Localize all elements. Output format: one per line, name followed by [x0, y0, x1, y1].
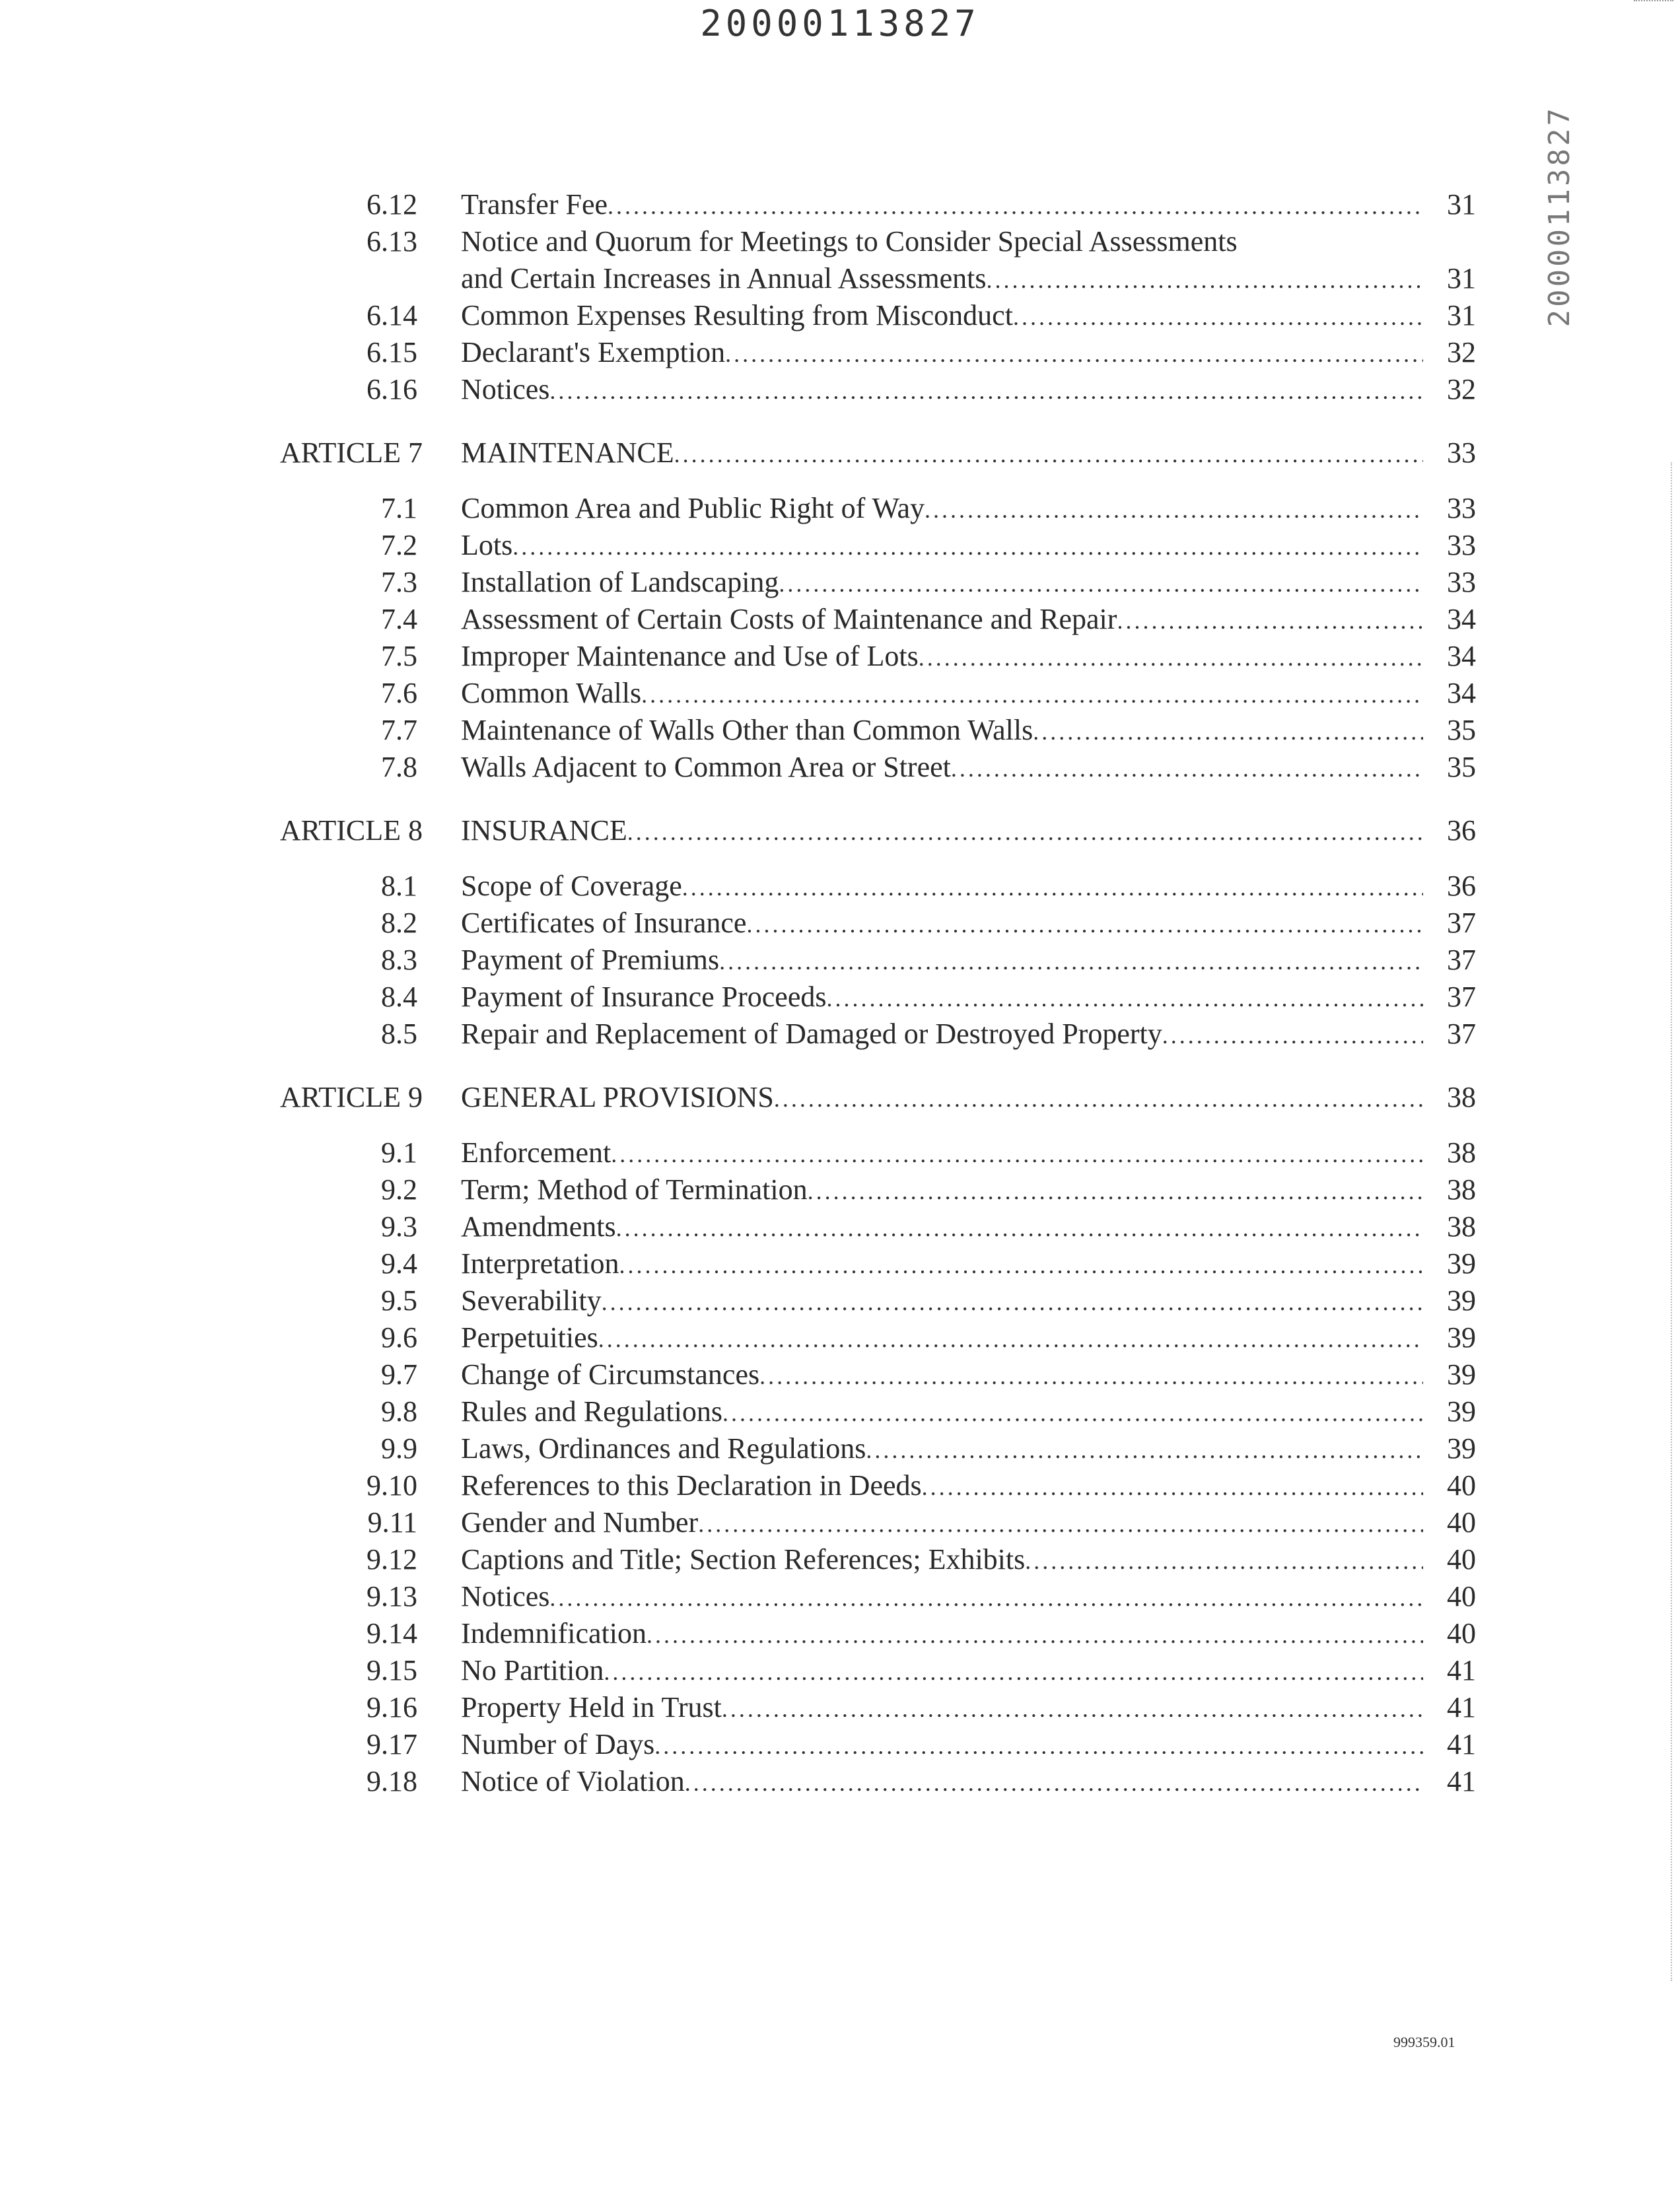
section-number: 9.17: [367, 1728, 417, 1760]
entry-title-block: [461, 1393, 1476, 1432]
toc-section-row: [238, 1393, 1476, 1430]
section-number: 9.14: [367, 1617, 417, 1649]
entry-title: Installation of Landscaping: [461, 566, 779, 598]
page-number: 31: [1447, 188, 1476, 221]
entry-title-block: [461, 712, 1476, 750]
entry-title-block: [461, 1079, 1476, 1117]
section-number: 7.6: [381, 677, 417, 709]
entry-title: Payment of Insurance Proceeds: [461, 981, 827, 1013]
entry-title: Common Walls: [461, 677, 642, 709]
page-number: 35: [1447, 714, 1476, 746]
section-number: 7.2: [381, 529, 417, 561]
entry-title-block: [461, 1652, 1476, 1690]
entry-title-block: [461, 223, 1476, 298]
section-number: 9.18: [367, 1765, 417, 1797]
toc-section-row: [238, 1615, 1476, 1652]
entry-title: Notice of Violation: [461, 1765, 685, 1797]
entry-title: Transfer Fee: [461, 188, 608, 221]
dot-leader: [604, 1653, 1423, 1690]
entry-title: INSURANCE: [461, 814, 627, 847]
entry-title: Number of Days: [461, 1728, 655, 1760]
dot-leader: [685, 1764, 1423, 1801]
section-number: 9.12: [367, 1543, 417, 1576]
page-number: 34: [1447, 677, 1476, 709]
entry-line: [461, 1171, 1476, 1210]
dot-leader: [1013, 298, 1423, 335]
entry-title-block: [461, 1430, 1476, 1469]
entry-title-block: [461, 564, 1476, 602]
page-number: 38: [1447, 1081, 1476, 1113]
dot-leader: [654, 1727, 1423, 1764]
entry-title-block: [461, 1689, 1476, 1727]
dot-leader: [922, 1469, 1423, 1506]
page-number: 41: [1447, 1728, 1476, 1760]
entry-title: Perpetuities: [461, 1321, 598, 1354]
entry-title-block: [461, 601, 1476, 639]
dot-leader: [1117, 602, 1423, 639]
section-number: 6.12: [367, 188, 417, 221]
section-number: 9.1: [381, 1136, 417, 1169]
dot-leader: [602, 1284, 1423, 1321]
toc-section-row: [238, 1245, 1476, 1282]
page-number: 34: [1447, 640, 1476, 672]
page-number: 37: [1447, 907, 1476, 939]
page-number: 40: [1447, 1506, 1476, 1539]
toc-section-row: [238, 490, 1476, 527]
page-number: 32: [1447, 336, 1476, 368]
dot-leader: [925, 491, 1423, 528]
article-number: ARTICLE 8: [279, 814, 423, 847]
entry-line: [461, 1652, 1476, 1690]
dot-leader: [608, 188, 1423, 225]
entry-line: [461, 564, 1476, 602]
entry-line: [461, 434, 1476, 473]
dot-leader: [759, 1358, 1423, 1395]
page-number: 39: [1447, 1321, 1476, 1354]
entry-title: Property Held in Trust: [461, 1691, 722, 1723]
toc-section-row: [238, 1763, 1476, 1800]
entry-title-block: [461, 490, 1476, 528]
dot-leader: [512, 528, 1423, 565]
entry-title-block: [461, 1356, 1476, 1395]
page-number: 41: [1447, 1765, 1476, 1797]
toc-section-row: [238, 186, 1476, 223]
side-stamp: 20000113827: [1543, 106, 1576, 328]
entry-title: MAINTENANCE: [461, 436, 674, 469]
toc-article-row: [238, 812, 1476, 849]
entry-title-block: [461, 868, 1476, 906]
entry-line: [461, 527, 1476, 565]
toc-section-row: [238, 942, 1476, 979]
entry-line: [461, 1430, 1476, 1469]
entry-title: Payment of Premiums: [461, 944, 720, 976]
entry-title-block: [461, 1763, 1476, 1801]
toc-section-row: [238, 675, 1476, 712]
section-number: 8.4: [381, 981, 417, 1013]
entry-title: Indemnification: [461, 1617, 647, 1649]
entry-line: [461, 334, 1476, 372]
entry-line: [461, 297, 1476, 335]
entry-title: GENERAL PROVISIONS: [461, 1081, 774, 1113]
dot-leader: [674, 436, 1423, 473]
entry-line: [461, 1541, 1476, 1580]
entry-line: [461, 1319, 1476, 1358]
section-number: 9.7: [381, 1358, 417, 1391]
entry-title-block: [461, 905, 1476, 943]
entry-line: [461, 1689, 1476, 1727]
toc-section-row: [238, 1171, 1476, 1208]
section-number: 9.10: [367, 1469, 417, 1502]
dot-leader: [598, 1321, 1423, 1358]
entry-line: [461, 601, 1476, 639]
entry-line: [461, 638, 1476, 676]
entry-title-block: [461, 979, 1476, 1017]
entry-line: [461, 1245, 1476, 1284]
section-number: 7.8: [381, 751, 417, 783]
dot-leader: [808, 1173, 1423, 1210]
entry-title-block: [461, 1578, 1476, 1616]
entry-line: [461, 1016, 1476, 1054]
toc-section-row: [238, 1016, 1476, 1053]
toc-section-row: [238, 1578, 1476, 1615]
page-number: 39: [1447, 1395, 1476, 1428]
toc-section-row: [238, 1689, 1476, 1726]
dot-leader: [549, 1580, 1423, 1616]
entry-title: Assessment of Certain Costs of Maintenance and Repair: [461, 603, 1117, 635]
entry-title: No Partition: [461, 1654, 604, 1686]
entry-title: Enforcement: [461, 1136, 612, 1169]
entry-line: [461, 371, 1476, 409]
toc-section-row: [238, 1282, 1476, 1319]
dot-leader: [627, 814, 1423, 850]
entry-title: Notice and Quorum for Meetings to Consider Special Assessments: [461, 225, 1238, 258]
section-number: 7.7: [381, 714, 417, 746]
document-number: 20000113827: [700, 3, 980, 44]
dot-leader: [779, 565, 1423, 602]
entry-line: [461, 905, 1476, 943]
dot-leader: [774, 1080, 1423, 1117]
section-number: 9.16: [367, 1691, 417, 1723]
page-number: 39: [1447, 1284, 1476, 1317]
entry-title-block: [461, 1208, 1476, 1247]
footer-document-id: 999359.01: [1393, 2034, 1455, 2050]
entry-title: Improper Maintenance and Use of Lots: [461, 640, 919, 672]
toc-section-row: [238, 1726, 1476, 1763]
toc-section-row: [238, 979, 1476, 1016]
entry-title-block: [461, 1319, 1476, 1358]
page-number: 39: [1447, 1358, 1476, 1391]
toc-section-row: [238, 712, 1476, 749]
table-of-contents: [238, 186, 1476, 1800]
entry-line: [461, 749, 1476, 787]
section-number: 8.5: [381, 1018, 417, 1050]
entry-title: Interpretation: [461, 1247, 619, 1280]
entry-title: Notices: [461, 373, 550, 405]
toc-section-row: [238, 1430, 1476, 1467]
entry-title-block: [461, 942, 1476, 980]
entry-title: Term; Method of Termination: [461, 1173, 808, 1206]
section-number: 7.1: [381, 492, 417, 524]
page-number: 40: [1447, 1543, 1476, 1576]
section-number: 6.16: [367, 373, 417, 405]
entry-title-block: [461, 749, 1476, 787]
entry-line: [461, 979, 1476, 1017]
page-number: 40: [1447, 1617, 1476, 1649]
edge-scan-marks: [1668, 462, 1672, 1981]
entry-line: [461, 1134, 1476, 1173]
entry-title: Amendments: [461, 1210, 616, 1243]
page-number: 37: [1447, 1018, 1476, 1050]
entry-title: Change of Circumstances: [461, 1358, 760, 1391]
toc-section-row: [238, 297, 1476, 334]
entry-title-block: [461, 371, 1476, 409]
page-number: 33: [1447, 566, 1476, 598]
entry-line: [461, 712, 1476, 750]
page-number: 31: [1447, 299, 1476, 331]
section-number: 7.3: [381, 566, 417, 598]
dot-leader: [725, 335, 1423, 372]
entry-title: Scope of Coverage: [461, 870, 682, 902]
toc-section-row: [238, 1467, 1476, 1504]
entry-line: [461, 223, 1476, 260]
toc-section-row: [238, 905, 1476, 942]
entry-line: [461, 1282, 1476, 1321]
toc-section-row: [238, 1541, 1476, 1578]
dot-leader: [549, 372, 1423, 409]
section-number: 9.11: [367, 1506, 417, 1539]
toc-section-row: [238, 638, 1476, 675]
dot-leader: [616, 1210, 1423, 1247]
page-number: 33: [1447, 529, 1476, 561]
corner-scan-mark: [1634, 0, 1673, 7]
entry-title-block: [461, 1016, 1476, 1054]
entry-line: [461, 1726, 1476, 1764]
dot-leader: [1162, 1017, 1423, 1054]
entry-line: [461, 1393, 1476, 1432]
toc-article-row: [238, 434, 1476, 471]
dot-leader: [611, 1136, 1423, 1173]
entry-line: [461, 1356, 1476, 1395]
dot-leader: [951, 750, 1423, 787]
toc-section-row: [238, 749, 1476, 786]
entry-title-block: [461, 1171, 1476, 1210]
dot-leader: [682, 869, 1423, 906]
page-number: 31: [1447, 262, 1476, 295]
dot-leader: [719, 943, 1423, 980]
toc-article-row: [238, 1079, 1476, 1116]
entry-title: Repair and Replacement of Damaged or Destroyed Property: [461, 1018, 1162, 1050]
article-number: ARTICLE 7: [279, 436, 423, 469]
page-number: 40: [1447, 1469, 1476, 1502]
dot-leader: [1033, 713, 1423, 750]
entry-title: Severability: [461, 1284, 602, 1317]
section-number: 8.2: [381, 907, 417, 939]
entry-title: Gender and Number: [461, 1506, 699, 1539]
entry-title: Common Expenses Resulting from Misconduct: [461, 299, 1013, 331]
entry-title-block: [461, 297, 1476, 335]
section-number: 9.5: [381, 1284, 417, 1317]
section-number: 9.8: [381, 1395, 417, 1428]
section-number: 9.13: [367, 1580, 417, 1613]
entry-title: Captions and Title; Section References; Exhibits: [461, 1543, 1026, 1576]
entry-title-block: [461, 1541, 1476, 1580]
entry-title-block: [461, 1282, 1476, 1321]
section-number: 9.2: [381, 1173, 417, 1206]
entry-title: Common Area and Public Right of Way: [461, 492, 925, 524]
page-number: 41: [1447, 1691, 1476, 1723]
dot-leader: [647, 1616, 1423, 1653]
entry-line: [461, 812, 1476, 850]
section-number: 6.13: [367, 225, 417, 258]
entry-title-block: [461, 1134, 1476, 1173]
section-number: 9.9: [381, 1432, 417, 1465]
entry-title-block: [461, 334, 1476, 372]
dot-leader: [746, 906, 1423, 943]
toc-section-row: [238, 1208, 1476, 1245]
entry-title: Laws, Ordinances and Regulations: [461, 1432, 866, 1465]
entry-line: [461, 1467, 1476, 1506]
dot-leader: [919, 639, 1423, 676]
toc-section-row: [238, 371, 1476, 408]
page-number: 39: [1447, 1247, 1476, 1280]
entry-title: Notices: [461, 1580, 550, 1613]
page-number: 41: [1447, 1654, 1476, 1686]
entry-title: Walls Adjacent to Common Area or Street: [461, 751, 951, 783]
entry-line: [461, 1504, 1476, 1543]
toc-section-row: [238, 601, 1476, 638]
dot-leader: [866, 1432, 1423, 1469]
section-number: 7.4: [381, 603, 417, 635]
toc-section-row: [238, 223, 1476, 297]
entry-title: Certificates of Insurance: [461, 907, 747, 939]
section-number: 9.4: [381, 1247, 417, 1280]
dot-leader: [987, 261, 1423, 298]
entry-title-block: [461, 1615, 1476, 1653]
toc-section-row: [238, 868, 1476, 905]
toc-section-row: [238, 564, 1476, 601]
page-number: 33: [1447, 492, 1476, 524]
article-number: ARTICLE 9: [279, 1081, 423, 1113]
entry-line: [461, 942, 1476, 980]
page-number: 39: [1447, 1432, 1476, 1465]
dot-leader: [619, 1247, 1423, 1284]
page-number: 38: [1447, 1210, 1476, 1243]
page-number: 38: [1447, 1173, 1476, 1206]
toc-section-row: [238, 1134, 1476, 1171]
entry-title-block: [461, 1726, 1476, 1764]
section-number: 6.14: [367, 299, 417, 331]
entry-title-block: [461, 1467, 1476, 1506]
page-number: 38: [1447, 1136, 1476, 1169]
page-number: 37: [1447, 981, 1476, 1013]
entry-title-block: [461, 1245, 1476, 1284]
page-number: 37: [1447, 944, 1476, 976]
dot-leader: [722, 1395, 1423, 1432]
entry-title: Lots: [461, 529, 513, 561]
entry-title-block: [461, 675, 1476, 713]
entry-title-block: [461, 1504, 1476, 1543]
entry-line: [461, 1208, 1476, 1247]
toc-section-row: [238, 527, 1476, 564]
page-number: 40: [1447, 1580, 1476, 1613]
section-number: 9.3: [381, 1210, 417, 1243]
dot-leader: [722, 1690, 1423, 1727]
toc-section-row: [238, 1652, 1476, 1689]
entry-line: [461, 186, 1476, 225]
page-number: 34: [1447, 603, 1476, 635]
page-number: 35: [1447, 751, 1476, 783]
entry-title-block: [461, 527, 1476, 565]
section-number: 6.15: [367, 336, 417, 368]
entry-title-block: [461, 812, 1476, 850]
entry-line: [461, 1578, 1476, 1616]
entry-title: References to this Declaration in Deeds: [461, 1469, 922, 1502]
entry-line: [461, 868, 1476, 906]
page-number: 33: [1447, 436, 1476, 469]
page-number: 32: [1447, 373, 1476, 405]
entry-line: [461, 1615, 1476, 1653]
entry-title: and Certain Increases in Annual Assessments: [461, 262, 987, 295]
section-number: 8.3: [381, 944, 417, 976]
dot-leader: [641, 676, 1423, 713]
toc-section-row: [238, 1356, 1476, 1393]
entry-line: [461, 675, 1476, 713]
entry-line: [461, 1079, 1476, 1117]
section-number: 8.1: [381, 870, 417, 902]
toc-section-row: [238, 334, 1476, 371]
section-number: 7.5: [381, 640, 417, 672]
dot-leader: [1025, 1543, 1423, 1580]
section-number: 9.6: [381, 1321, 417, 1354]
dot-leader: [698, 1506, 1423, 1543]
dot-leader: [826, 980, 1423, 1017]
entry-title-block: [461, 638, 1476, 676]
entry-title-block: [461, 434, 1476, 473]
entry-line: [461, 260, 1476, 298]
page-number: 36: [1447, 814, 1476, 847]
toc-section-row: [238, 1319, 1476, 1356]
entry-title: Declarant's Exemption: [461, 336, 726, 368]
entry-line: [461, 490, 1476, 528]
entry-title-block: [461, 186, 1476, 225]
entry-line: [461, 1763, 1476, 1801]
entry-title: Rules and Regulations: [461, 1395, 722, 1428]
entry-title: Maintenance of Walls Other than Common Walls: [461, 714, 1033, 746]
section-number: 9.15: [367, 1654, 417, 1686]
page-number: 36: [1447, 870, 1476, 902]
toc-section-row: [238, 1504, 1476, 1541]
